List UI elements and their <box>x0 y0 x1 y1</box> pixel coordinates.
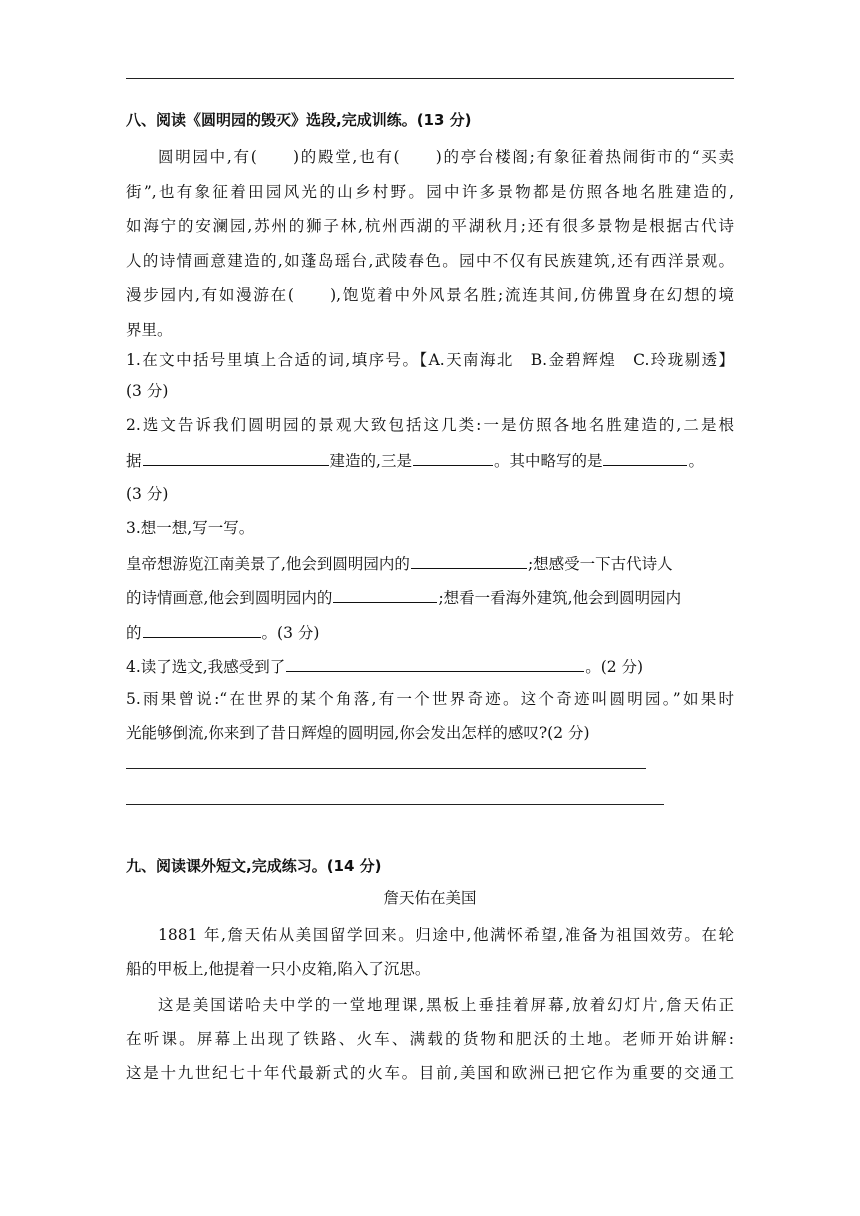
text-segment: 。(2 分) <box>585 658 644 676</box>
text-segment: 。 <box>688 452 704 470</box>
answer-blank[interactable] <box>143 621 261 638</box>
question-1: 1.在文中括号里填上合适的词,填序号。【A.天南海北 B.金碧辉煌 C.玲珑剔透】 <box>126 351 734 369</box>
section-8-heading: 八、阅读《圆明园的毁灭》选段,完成训练。(13 分) <box>126 111 472 129</box>
answer-line[interactable] <box>126 768 646 769</box>
question-2-score: (3 分) <box>126 485 169 503</box>
answer-blank[interactable] <box>411 552 527 569</box>
article-line: 船的甲板上,他提着一只小皮箱,陷入了沉思。 <box>126 960 431 978</box>
article-title: 詹天佑在美国 <box>383 889 477 907</box>
passage-line: 街”,也有象征着田园风光的山乡村野。园中许多景物都是仿照各地名胜建造的, <box>126 183 734 201</box>
passage-line: 如海宁的安澜园,苏州的狮子林,杭州西湖的平湖秋月;还有很多景物是根据古代诗 <box>126 217 734 235</box>
passage-line: 人的诗情画意建造的,如蓬岛瑶台,武陵春色。园中不仅有民族建筑,还有西洋景观。 <box>126 252 734 270</box>
article-line: 这是美国诺哈夫中学的一堂地理课,黑板上垂挂着屏幕,放着幻灯片,詹天佑正 <box>158 996 734 1014</box>
text-segment: 据 <box>126 452 142 470</box>
text-segment: ;想看一看海外建筑,他会到圆明园内 <box>438 589 682 607</box>
text-segment: 。(3 分) <box>261 624 320 642</box>
question-5: 5.雨果曾说:“在世界的某个角落,有一个世界奇迹。这个奇迹叫圆明园。”如果时 <box>126 690 734 708</box>
question-2: 2.选文告诉我们圆明园的景观大致包括这几类:一是仿照各地名胜建造的,二是根 <box>126 416 734 434</box>
question-1-score: (3 分) <box>126 382 169 400</box>
answer-blank[interactable] <box>286 655 584 672</box>
question-3-fill <box>126 586 681 608</box>
question-4 <box>126 655 643 677</box>
answer-blank[interactable] <box>413 449 493 466</box>
text-segment: 建造的,三是 <box>329 452 412 470</box>
article-line: 1881 年,詹天佑从美国留学回来。归途中,他满怀希望,准备为祖国效劳。在轮 <box>158 926 734 944</box>
text-segment: 皇帝想游览江南美景了,他会到圆明园内的 <box>126 555 410 573</box>
question-3-fill <box>126 621 319 643</box>
article-line: 在听课。屏幕上出现了铁路、火车、满载的货物和肥沃的土地。老师开始讲解: <box>126 1030 734 1048</box>
question-3-fill <box>126 552 673 574</box>
passage-line: 界里。 <box>126 321 173 339</box>
section-9-heading: 九、阅读课外短文,完成练习。(14 分) <box>126 857 382 875</box>
article-line: 这是十九世纪七十年代最新式的火车。目前,美国和欧洲已把它作为重要的交通工 <box>126 1064 734 1082</box>
question-3: 3.想一想,写一写。 <box>126 519 255 537</box>
text-segment: 的 <box>126 624 142 642</box>
text-segment: ;想感受一下古代诗人 <box>527 555 673 573</box>
passage-line: 圆明园中,有( )的殿堂,也有( )的亭台楼阁;有象征着热闹街市的“买卖 <box>158 148 734 166</box>
answer-blank[interactable] <box>333 586 437 603</box>
question-5: 光能够倒流,你来到了昔日辉煌的圆明园,你会发出怎样的感叹?(2 分) <box>126 724 590 742</box>
top-rule <box>126 78 734 79</box>
text-segment: 4.读了选文,我感受到了 <box>126 658 286 676</box>
answer-line[interactable] <box>126 804 664 805</box>
question-2-fill <box>126 449 704 471</box>
passage-line: 漫步园内,有如漫游在( ),饱览着中外风景名胜;流连其间,仿佛置身在幻想的境 <box>126 286 734 304</box>
answer-blank[interactable] <box>603 449 687 466</box>
text-segment: 。其中略写的是 <box>493 452 603 470</box>
answer-blank[interactable] <box>143 449 329 466</box>
text-segment: 的诗情画意,他会到圆明园内的 <box>126 589 333 607</box>
